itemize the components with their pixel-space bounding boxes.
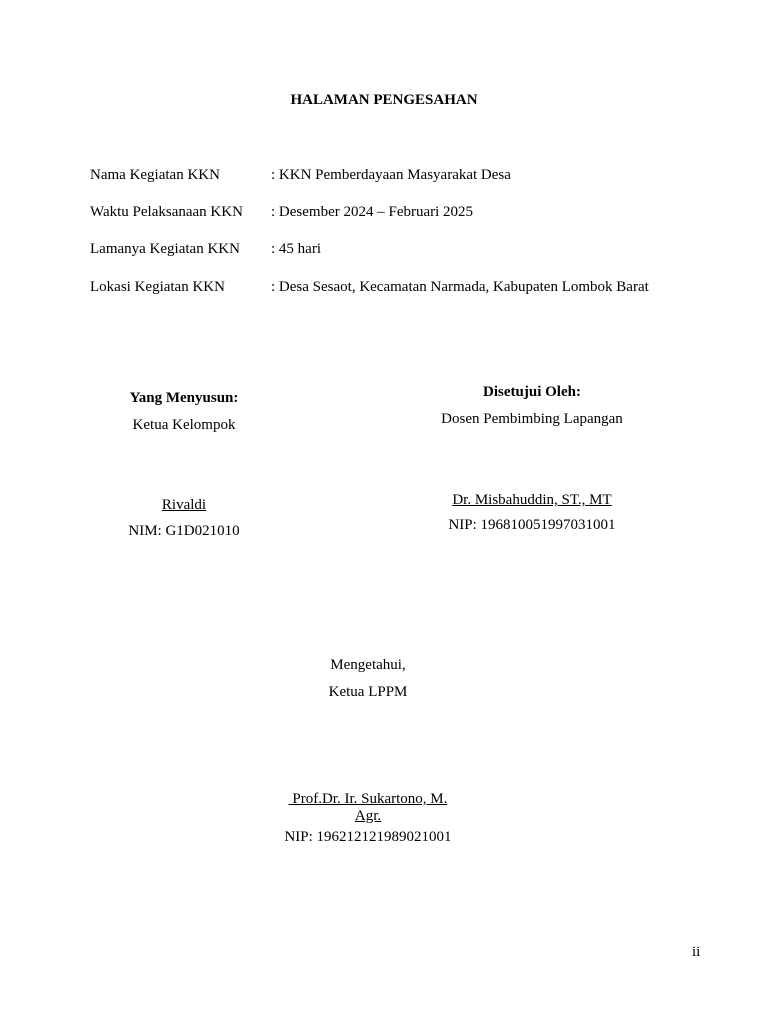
signature-id: NIP: 196810051997031001 — [448, 517, 616, 533]
signature-heading: Mengetahui, — [330, 657, 406, 673]
signature-role: Dosen Pembimbing Lapangan — [441, 411, 623, 427]
signature-name: Rivaldi — [161, 497, 207, 513]
info-label: Lokasi Kegiatan KKN — [90, 279, 225, 295]
info-value: : Desember 2024 – Februari 2025 — [271, 204, 474, 220]
page-number: ii — [692, 944, 701, 960]
info-value: : 45 hari — [271, 241, 321, 257]
signature-role: Ketua LPPM — [328, 684, 408, 700]
page-title: HALAMAN PENGESAHAN — [290, 92, 478, 108]
info-label: Nama Kegiatan KKN — [90, 167, 220, 183]
signature-heading: Disetujui Oleh: — [483, 384, 581, 400]
signature-role: Ketua Kelompok — [132, 417, 236, 433]
signature-name: Dr. Misbahuddin, ST., MT — [452, 492, 612, 508]
signature-name: Prof.Dr. Ir. Sukartono, M. — [288, 791, 448, 807]
info-label: Lamanya Kegiatan KKN — [90, 241, 240, 257]
info-value: : KKN Pemberdayaan Masyarakat Desa — [271, 167, 511, 183]
info-value: : Desa Sesaot, Kecamatan Narmada, Kabupaten Lombok Barat — [271, 279, 649, 295]
signature-heading: Yang Menyusun: — [129, 390, 239, 406]
signature-id: NIM: G1D021010 — [128, 523, 240, 539]
signature-id: NIP: 196212121989021001 — [284, 829, 452, 845]
signature-name-continued: Agr. — [354, 808, 382, 824]
info-label: Waktu Pelaksanaan KKN — [90, 204, 243, 220]
